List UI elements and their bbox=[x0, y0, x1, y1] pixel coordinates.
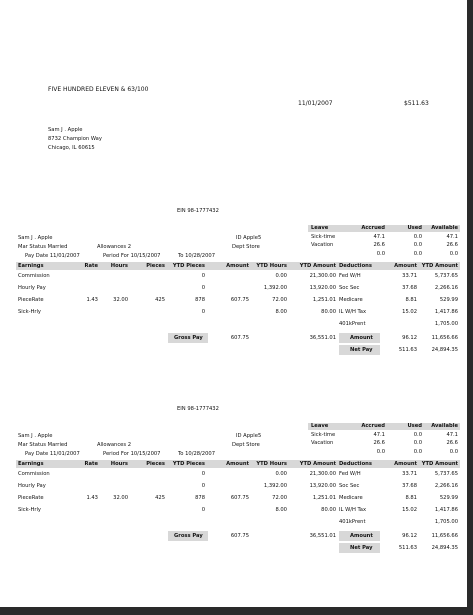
hours-header: Hours bbox=[110, 263, 128, 269]
net-pay-label: Net Pay bbox=[350, 347, 373, 353]
earning-ytd-pieces: 0 bbox=[201, 471, 205, 477]
scan-edge-right bbox=[467, 0, 473, 615]
gross-pay-ytd: 36,551.01 bbox=[309, 335, 336, 341]
accrued-header: Accrued bbox=[361, 225, 385, 231]
department: Dept Store bbox=[232, 442, 260, 448]
rate-header: Rate bbox=[84, 461, 98, 467]
deduction-ytd: 2,266.16 bbox=[434, 285, 458, 291]
marital-status: Mar Status Married bbox=[18, 442, 68, 448]
leave-available: 47.1 bbox=[446, 234, 458, 240]
ytd-pieces-header: YTD Pieces bbox=[172, 263, 205, 269]
earning-ytd-hours: 72.00 bbox=[272, 297, 287, 303]
deduction-amount: 8.81 bbox=[405, 495, 417, 501]
earning-name: Commission bbox=[18, 471, 50, 477]
deduction-ytd: 1,705.00 bbox=[434, 519, 458, 525]
leave-accrued: 47.1 bbox=[373, 432, 385, 438]
earning-name: Hourly Pay bbox=[18, 285, 46, 291]
total-deduction-ytd: 11,656.66 bbox=[431, 335, 458, 341]
period-for: Period For 10/15/2007 bbox=[103, 253, 161, 259]
ded-ytd-header: YTD Amount bbox=[421, 461, 458, 467]
leave-accrued: 47.1 bbox=[373, 234, 385, 240]
allowances: Allowances 2 bbox=[97, 442, 132, 448]
earning-ytd-amount: 80.00 bbox=[321, 507, 336, 513]
ytd-amount-header: YTD Amount bbox=[299, 461, 336, 467]
used-header: Used bbox=[407, 225, 422, 231]
rate-header: Rate bbox=[84, 263, 98, 269]
earning-ytd-pieces: 878 bbox=[195, 495, 205, 501]
gross-pay-amount: 607.75 bbox=[230, 533, 249, 539]
earnings-header: Earnings bbox=[18, 263, 44, 269]
leave-accrued: 26.6 bbox=[373, 242, 385, 248]
leave-name: Vacation bbox=[311, 440, 334, 446]
earning-ytd-pieces: 0 bbox=[201, 507, 205, 513]
earning-ytd-amount: 80.00 bbox=[321, 309, 336, 315]
pieces-header: Pieces bbox=[146, 461, 165, 467]
earning-name: PieceRate bbox=[18, 297, 44, 303]
earning-name: Hourly Pay bbox=[18, 483, 46, 489]
ytd-hours-header: YTD Hours bbox=[256, 461, 287, 467]
total-deduction-ytd: 11,656.66 bbox=[431, 533, 458, 539]
marital-status: Mar Status Married bbox=[18, 244, 68, 250]
period-for: Period For 10/15/2007 bbox=[103, 451, 161, 457]
gross-pay-ytd: 36,551.01 bbox=[309, 533, 336, 539]
deduction-ytd: 529.99 bbox=[439, 495, 458, 501]
earning-ytd-hours: 1,392.00 bbox=[263, 483, 287, 489]
allowances: Allowances 2 bbox=[97, 244, 132, 250]
check-date: 11/01/2007 bbox=[298, 100, 333, 107]
hours-header: Hours bbox=[110, 461, 128, 467]
deduction-amount: 15.02 bbox=[402, 309, 417, 315]
deduction-amount: 15.02 bbox=[402, 507, 417, 513]
deduction-name: Fed W/H bbox=[339, 471, 361, 477]
earning-ytd-pieces: 0 bbox=[201, 285, 205, 291]
leave-header: Leave bbox=[311, 225, 329, 231]
earning-ytd-amount: 1,251.01 bbox=[312, 297, 336, 303]
ded-amount-header: Amount bbox=[394, 263, 417, 269]
deduction-name: IL W/H Tax bbox=[339, 309, 367, 315]
employee-id: ID Apple5 bbox=[236, 235, 262, 241]
earning-name: PieceRate bbox=[18, 495, 44, 501]
ytd-pieces-header: YTD Pieces bbox=[172, 461, 205, 467]
employee-id: ID Apple5 bbox=[236, 433, 262, 439]
ein-label: EIN 98-1777432 bbox=[177, 406, 219, 412]
gross-pay-label: Gross Pay bbox=[174, 335, 203, 341]
ded-amount-header: Amount bbox=[394, 461, 417, 467]
gross-pay-label: Gross Pay bbox=[174, 533, 203, 539]
leave-available: 47.1 bbox=[446, 432, 458, 438]
deduction-name: Soc Sec bbox=[339, 285, 360, 291]
deduction-ytd: 1,417.86 bbox=[434, 309, 458, 315]
ein-label: EIN 98-1777432 bbox=[177, 208, 219, 214]
earning-hours: 32.00 bbox=[113, 297, 128, 303]
earning-rate: 1.43 bbox=[86, 297, 98, 303]
deduction-amount: 37.68 bbox=[402, 483, 417, 489]
leave-accrued: 0.0 bbox=[376, 449, 385, 455]
earning-ytd-hours: 0.00 bbox=[275, 273, 287, 279]
deduction-amount: 33.71 bbox=[402, 273, 417, 279]
leave-used: 0.0 bbox=[413, 251, 422, 257]
deduction-ytd: 1,417.86 bbox=[434, 507, 458, 513]
net-pay-label: Net Pay bbox=[350, 545, 373, 551]
net-pay-amount: 511.63 bbox=[398, 347, 417, 353]
earning-ytd-amount: 1,251.01 bbox=[312, 495, 336, 501]
period-to: To 10/28/2007 bbox=[178, 253, 216, 259]
deduction-name: Fed W/H bbox=[339, 273, 361, 279]
earning-ytd-amount: 21,300.00 bbox=[309, 273, 336, 279]
amount-label: Amount bbox=[350, 533, 373, 539]
deduction-ytd: 5,737.65 bbox=[434, 273, 458, 279]
available-header: Available bbox=[431, 423, 458, 429]
leave-name: Vacation bbox=[311, 242, 334, 248]
amount-in-words: FIVE HUNDRED ELEVEN & 63/100 bbox=[48, 86, 149, 93]
total-deduction-amount: 96.12 bbox=[402, 533, 417, 539]
deduction-name: 401kPrent bbox=[339, 321, 366, 327]
earning-pieces: 425 bbox=[155, 495, 165, 501]
employee-name: Sam J . Apple bbox=[18, 235, 53, 241]
pay-stub-2 bbox=[0, 403, 473, 583]
earning-ytd-hours: 0.00 bbox=[275, 471, 287, 477]
leave-name: Sick-time bbox=[311, 432, 336, 438]
amount-label: Amount bbox=[350, 335, 373, 341]
earning-ytd-hours: 8.00 bbox=[275, 507, 287, 513]
deduction-amount: 8.81 bbox=[405, 297, 417, 303]
gross-pay-amount: 607.75 bbox=[230, 335, 249, 341]
earning-ytd-hours: 8.00 bbox=[275, 309, 287, 315]
available-header: Available bbox=[431, 225, 458, 231]
deduction-ytd: 5,737.65 bbox=[434, 471, 458, 477]
deduction-ytd: 1,705.00 bbox=[434, 321, 458, 327]
earning-pieces: 425 bbox=[155, 297, 165, 303]
earning-ytd-amount: 13,920.00 bbox=[309, 483, 336, 489]
earning-ytd-hours: 72.00 bbox=[272, 495, 287, 501]
deduction-amount: 37.68 bbox=[402, 285, 417, 291]
payee-name: Sam J . Apple bbox=[48, 127, 83, 133]
earning-amount: 607.75 bbox=[230, 495, 249, 501]
leave-available: 26.6 bbox=[446, 440, 458, 446]
leave-accrued: 0.0 bbox=[376, 251, 385, 257]
deduction-ytd: 529.99 bbox=[439, 297, 458, 303]
scan-edge-bottom bbox=[0, 607, 473, 615]
leave-available: 0.0 bbox=[449, 449, 458, 455]
pieces-header: Pieces bbox=[146, 263, 165, 269]
payee-address-line1: 8732 Champion Way bbox=[48, 136, 102, 142]
earning-name: Sick-Hrly bbox=[18, 507, 42, 513]
deduction-amount: 33.71 bbox=[402, 471, 417, 477]
deduction-name: Soc Sec bbox=[339, 483, 360, 489]
used-header: Used bbox=[407, 423, 422, 429]
leave-accrued: 26.6 bbox=[373, 440, 385, 446]
leave-used: 0.0 bbox=[413, 242, 422, 248]
earning-ytd-pieces: 0 bbox=[201, 483, 205, 489]
earning-ytd-amount: 21,300.00 bbox=[309, 471, 336, 477]
leave-header: Leave bbox=[311, 423, 329, 429]
amount-header: Amount bbox=[226, 263, 249, 269]
leave-used: 0.0 bbox=[413, 440, 422, 446]
earning-name: Commission bbox=[18, 273, 50, 279]
deduction-name: Medicare bbox=[339, 297, 363, 303]
period-to: To 10/28/2007 bbox=[178, 451, 216, 457]
deduction-name: Medicare bbox=[339, 495, 363, 501]
net-pay-amount: 511.63 bbox=[398, 545, 417, 551]
leave-name: Sick-time bbox=[311, 234, 336, 240]
earning-name: Sick-Hrly bbox=[18, 309, 42, 315]
earning-ytd-pieces: 878 bbox=[195, 297, 205, 303]
accrued-header: Accrued bbox=[361, 423, 385, 429]
deductions-header: Deductions bbox=[339, 263, 372, 269]
ded-ytd-header: YTD Amount bbox=[421, 263, 458, 269]
earning-amount: 607.75 bbox=[230, 297, 249, 303]
earning-ytd-amount: 13,920.00 bbox=[309, 285, 336, 291]
pay-date: Pay Date 11/01/2007 bbox=[25, 451, 80, 457]
earning-ytd-pieces: 0 bbox=[201, 309, 205, 315]
earnings-header: Earnings bbox=[18, 461, 44, 467]
leave-used: 0.0 bbox=[413, 449, 422, 455]
pay-date: Pay Date 11/01/2007 bbox=[25, 253, 80, 259]
deductions-header: Deductions bbox=[339, 461, 372, 467]
earning-hours: 32.00 bbox=[113, 495, 128, 501]
payee-address-line2: Chicago, IL 60615 bbox=[48, 145, 95, 151]
leave-used: 0.0 bbox=[413, 234, 422, 240]
earning-ytd-hours: 1,392.00 bbox=[263, 285, 287, 291]
ytd-hours-header: YTD Hours bbox=[256, 263, 287, 269]
deduction-name: IL W/H Tax bbox=[339, 507, 367, 513]
net-pay-ytd: 24,894.35 bbox=[431, 545, 458, 551]
earning-rate: 1.43 bbox=[86, 495, 98, 501]
pay-stub-1 bbox=[0, 205, 473, 385]
department: Dept Store bbox=[232, 244, 260, 250]
amount-header: Amount bbox=[226, 461, 249, 467]
check-amount: $511.63 bbox=[404, 100, 429, 107]
employee-name: Sam J . Apple bbox=[18, 433, 53, 439]
leave-available: 0.0 bbox=[449, 251, 458, 257]
deduction-name: 401kPrent bbox=[339, 519, 366, 525]
ytd-amount-header: YTD Amount bbox=[299, 263, 336, 269]
leave-available: 26.6 bbox=[446, 242, 458, 248]
leave-used: 0.0 bbox=[413, 432, 422, 438]
net-pay-ytd: 24,894.35 bbox=[431, 347, 458, 353]
earning-ytd-pieces: 0 bbox=[201, 273, 205, 279]
deduction-ytd: 2,266.16 bbox=[434, 483, 458, 489]
total-deduction-amount: 96.12 bbox=[402, 335, 417, 341]
